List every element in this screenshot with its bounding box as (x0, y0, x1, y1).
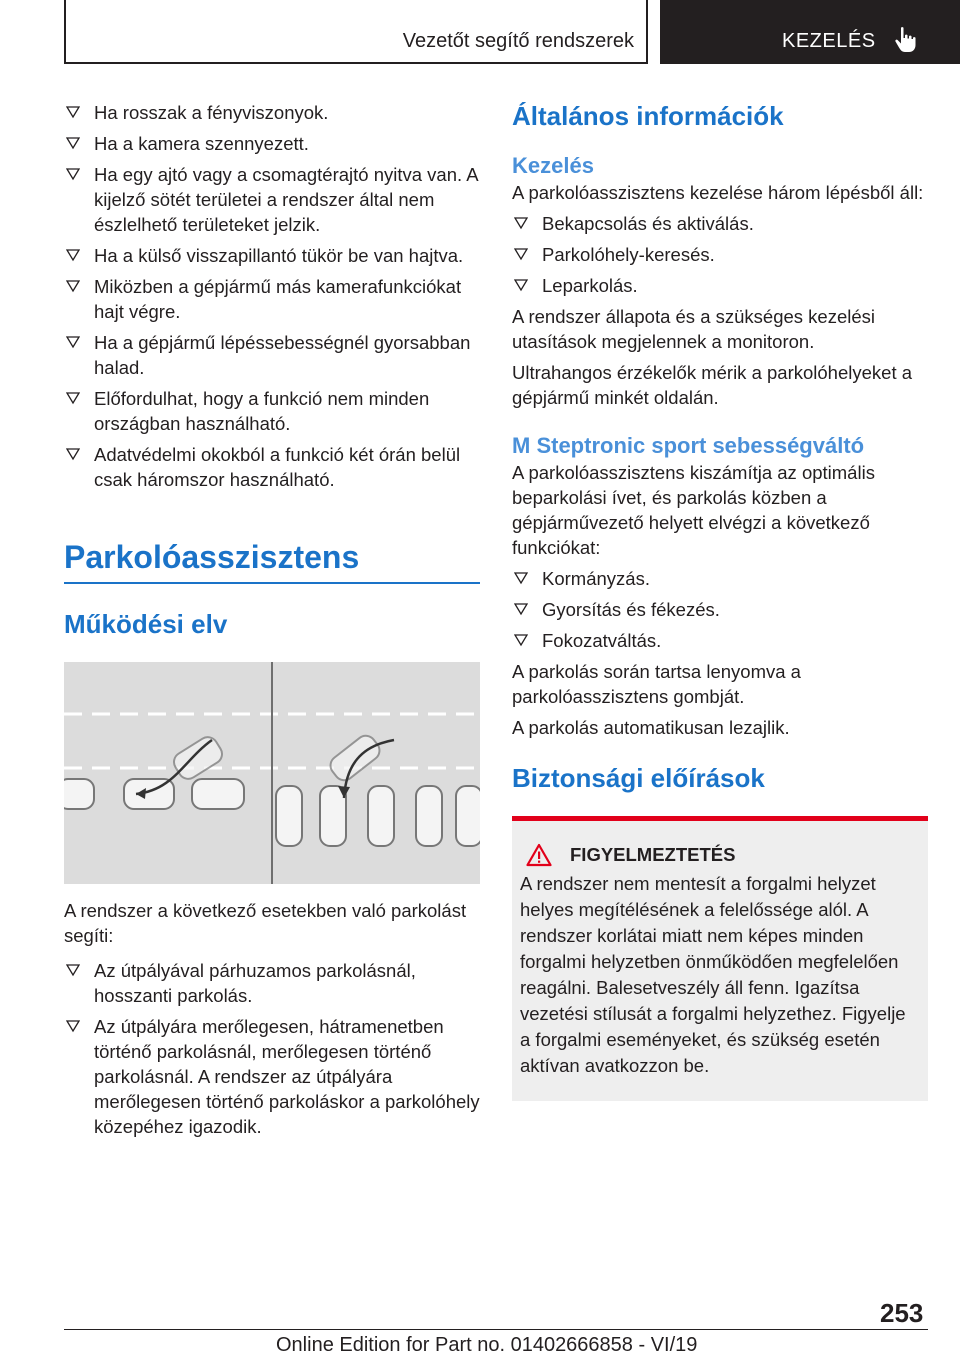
list-item: Ha rosszak a fényviszonyok. (64, 100, 480, 125)
subheading-principle: Működési elv (64, 609, 228, 639)
operation-paragraph: A rendszer állapota és a szükséges kezelési utasítások megjelennek a monitoron. (512, 306, 876, 352)
warning-triangle-icon (526, 843, 552, 867)
list-item: Leparkolás. (512, 273, 928, 298)
list-item: Gyorsítás és fékezés. (512, 597, 928, 622)
warning-box (512, 816, 928, 1101)
heading-general-info: Általános információk (512, 101, 784, 131)
steptronic-intro: A parkolóasszisztens kiszámítja az optimális beparkolási ívet, és parkolás közben a gépjárművezető helyett elvégzi a következő funkciókat: (512, 462, 875, 558)
triangle-bullet-icon (66, 167, 80, 181)
steptronic-paragraph: A parkolás során tartsa lenyomva a parkolóasszisztens gombját. (512, 661, 801, 707)
header-chapter-box (660, 0, 960, 64)
triangle-bullet-icon (66, 248, 80, 262)
warning-header (520, 843, 918, 867)
list-item: Előfordulhat, hogy a funkció nem minden országban használható. (64, 386, 480, 436)
page-number: 253 (880, 1298, 924, 1328)
triangle-bullet-icon (66, 136, 80, 150)
triangle-bullet-icon (66, 447, 80, 461)
steptronic-functions-list (512, 566, 928, 653)
subheading-steptronic: M Steptronic sport sebességváltó (512, 433, 865, 458)
list-item: Az útpályára merőlegesen, hátramenetben történő parkolásnál, merőlegesen történő parkolásnál. A rendszer az útpályára merőlegesen történő parkoláskor a parkolóhely közepéhez igazodik. (64, 1014, 480, 1139)
warning-title: FIGYELMEZTETÉS (570, 844, 736, 865)
triangle-bullet-icon (514, 571, 528, 585)
list-item: Ha a kamera szennyezett. (64, 131, 480, 156)
list-item: Bekapcsolás és aktiválás. (512, 211, 928, 236)
header-section-box (64, 0, 648, 64)
footer-rule (64, 1329, 928, 1330)
steptronic-paragraph: A parkolás automatikusan lezajlik. (512, 717, 790, 738)
triangle-bullet-icon (66, 279, 80, 293)
triangle-bullet-icon (66, 335, 80, 349)
list-item: Kormányzás. (512, 566, 928, 591)
left-column (64, 100, 480, 1145)
parking-diagram (64, 662, 480, 884)
list-item: Adatvédelmi okokból a funkció két órán belül csak háromszor használható. (64, 442, 480, 492)
footer-edition: Online Edition for Part no. 01402666858 - VI/19 (276, 1334, 698, 1356)
cases-list (64, 958, 480, 1139)
triangle-bullet-icon (66, 391, 80, 405)
triangle-bullet-icon (66, 963, 80, 977)
list-item: Ha egy ajtó vagy a csomagtérajtó nyitva van. A kijelző sötét területei a rendszer által nem észlelhető területeket jelzik. (64, 162, 480, 237)
triangle-bullet-icon (514, 247, 528, 261)
list-item: Fokozatváltás. (512, 628, 928, 653)
parking-illustration (64, 662, 480, 884)
operation-steps-list (512, 211, 928, 298)
list-item: Ha a külső visszapillantó tükör be van hajtva. (64, 243, 480, 268)
list-item: Miközben a gépjármű más kamerafunkciókat hajt végre. (64, 274, 480, 324)
operation-intro: A parkolóasszisztens kezelése három lépésből áll: (512, 182, 924, 203)
triangle-bullet-icon (66, 1019, 80, 1033)
warning-text: A rendszer nem mentesít a forgalmi helyzet helyes megítélésének a felelőssége alól. A rendszer korlátai miatt nem képes minden forgalmi helyzetben önműködően megfelelően reagálni. Balesetveszély áll fenn. Igazítsa vezetési stílusát a forgalmi helyzethez. Figyelje a forgalmi eseményeket, és szükség esetén aktívan avatkozzon be. (520, 873, 906, 1076)
triangle-bullet-icon (514, 633, 528, 647)
heading-safety: Biztonsági előírások (512, 763, 765, 793)
subheading-operation: Kezelés (512, 153, 594, 178)
triangle-bullet-icon (514, 278, 528, 292)
header-chapter-title: KEZELÉS (782, 30, 876, 52)
section-heading-parking-assistant: Parkolóasszisztens (64, 539, 360, 575)
list-item: Ha a gépjármű lépéssebességnél gyorsabban halad. (64, 330, 480, 380)
list-item: Parkolóhely-keresés. (512, 242, 928, 267)
triangle-bullet-icon (66, 105, 80, 119)
triangle-bullet-icon (514, 602, 528, 616)
figure-description: A rendszer a következő esetekben való parkolást segíti: (64, 900, 467, 946)
header-section-title: Vezetőt segítő rendszerek (402, 30, 634, 52)
right-column (512, 100, 928, 1101)
triangle-bullet-icon (514, 216, 528, 230)
conditions-list (64, 100, 480, 492)
list-item: Az útpályával párhuzamos parkolásnál, hosszanti parkolás. (64, 958, 480, 1008)
operation-paragraph: Ultrahangos érzékelők mérik a parkolóhelyeket a gépjármű minkét oldalán. (512, 362, 913, 408)
pointing-hand-icon (894, 26, 918, 54)
